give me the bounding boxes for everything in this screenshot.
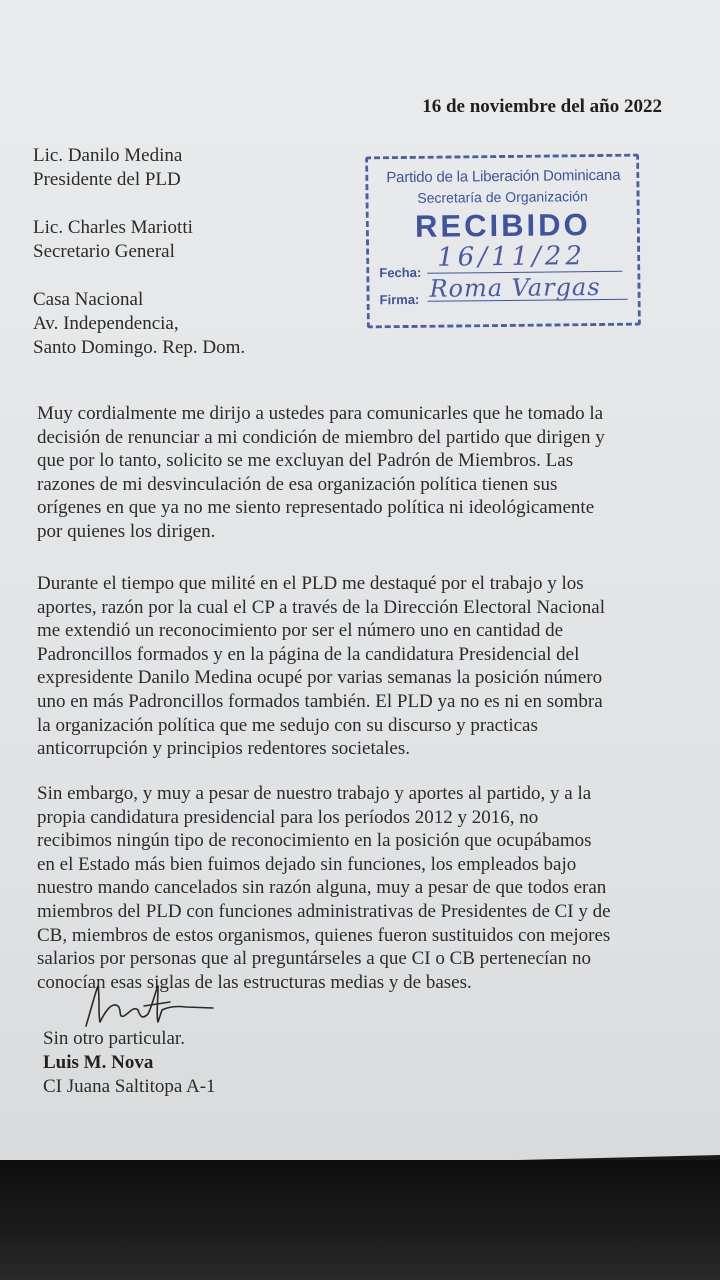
paragraph-line: por quienes los dirigen. [37, 520, 216, 542]
paragraph-line: decisión de renunciar a mi condición de miembro del partido que dirigen y [37, 426, 605, 448]
addressee-title: Secretario General [33, 241, 175, 262]
stamp-title: RECIBIDO [414, 207, 591, 244]
paragraph-line: salarios por personas que al preguntárseles a que CI o CB pertenecían no [37, 948, 591, 970]
letter-date: 16 de noviembre del año 2022 [422, 96, 662, 117]
stamp-party-name: Partido de la Liberación Dominicana [386, 166, 621, 187]
paragraph-line: anticorrupción y principios redentores societales. [37, 738, 411, 760]
address-line: Casa Nacional [33, 289, 144, 310]
background-surface [0, 1160, 720, 1280]
paragraph-line: miembros del PLD con funciones administrativas de Presidentes de CI y de [37, 900, 611, 922]
paragraph-line: Padroncillos formados y en la página de la candidatura Presidencial del [37, 643, 580, 665]
paragraph-line: me extendió un reconocimiento por ser el número uno en cantidad de [37, 620, 564, 642]
paragraph-line: conocían esas siglas de las estructuras medias y de bases. [37, 971, 472, 993]
addressee-title: Presidente del PLD [33, 169, 181, 190]
paragraph-2 [37, 572, 677, 761]
closing-block [43, 1027, 216, 1099]
addressee-2 [33, 216, 193, 264]
paragraph-line: razones de mi desvinculación de esa organización política tienen sus [37, 473, 558, 495]
stamp-date-label: Fecha: [379, 264, 422, 281]
addressee-name: Lic. Danilo Medina [33, 145, 183, 166]
paragraph-line: que por lo tanto, solicito se me excluyan del Padrón de Miembros. Las [37, 450, 574, 472]
received-stamp [365, 154, 641, 329]
stamp-date-handwritten: 16/11/22 [437, 241, 587, 273]
stamp-department: Secretaría de Organización [417, 188, 588, 206]
addressee-name: Lic. Charles Mariotti [33, 217, 193, 238]
addressee-1 [33, 144, 182, 192]
stamp-signature-handwritten: Roma Vargas [429, 272, 601, 303]
paragraph-line: CB, miembros de estos organismos, quienes fueron sustituidos con mejores [37, 924, 611, 946]
closing-line: Sin otro particular. [43, 1028, 185, 1049]
paragraph-line: Sin embargo, y muy a pesar de nuestro trabajo y aportes al partido, y a la [37, 783, 592, 804]
paragraph-line: en el Estado más bien fuimos dejado sin funciones, los empleados bajo [37, 853, 577, 875]
paragraph-line: aportes, razón por la cual el CP a través de la Dirección Electoral Nacional [37, 596, 605, 618]
paragraph-line: Durante el tiempo que milité en el PLD me destaqué por el trabajo y los [37, 573, 584, 594]
paragraph-line: nuestro mando cancelados sin razón alguna, muy a pesar de que todos eran [37, 877, 607, 899]
address-line: Santo Domingo. Rep. Dom. [33, 337, 246, 358]
paragraph-line: expresidente Danilo Medina ocupé por varias semanas la posición número [37, 667, 603, 689]
paragraph-3 [37, 782, 677, 994]
address-block [33, 288, 245, 360]
signer-name: Luis M. Nova [43, 1052, 154, 1073]
paragraph-1 [37, 402, 677, 544]
paragraph-line: propia candidatura presidencial para los períodos 2012 y 2016, no [37, 806, 539, 828]
paragraph-line: orígenes en que ya no me siento representado política ni ideológicamente [37, 497, 595, 519]
paragraph-line: la organización política que me sedujo con su discurso y practicas [37, 714, 538, 736]
paragraph-line: recibimos ningún tipo de reconocimiento en la posición que ocupábamos [37, 830, 592, 852]
address-line: Av. Independencia, [33, 313, 179, 334]
signer-unit: CI Juana Saltitopa A-1 [43, 1076, 216, 1097]
stamp-signature-label: Firma: [379, 291, 420, 308]
paragraph-line: uno en más Padroncillos formados también. El PLD ya no es ni en sombra [37, 690, 603, 712]
paragraph-line: Muy cordialmente me dirijo a ustedes para comunicarles que he tomado la [37, 403, 604, 424]
